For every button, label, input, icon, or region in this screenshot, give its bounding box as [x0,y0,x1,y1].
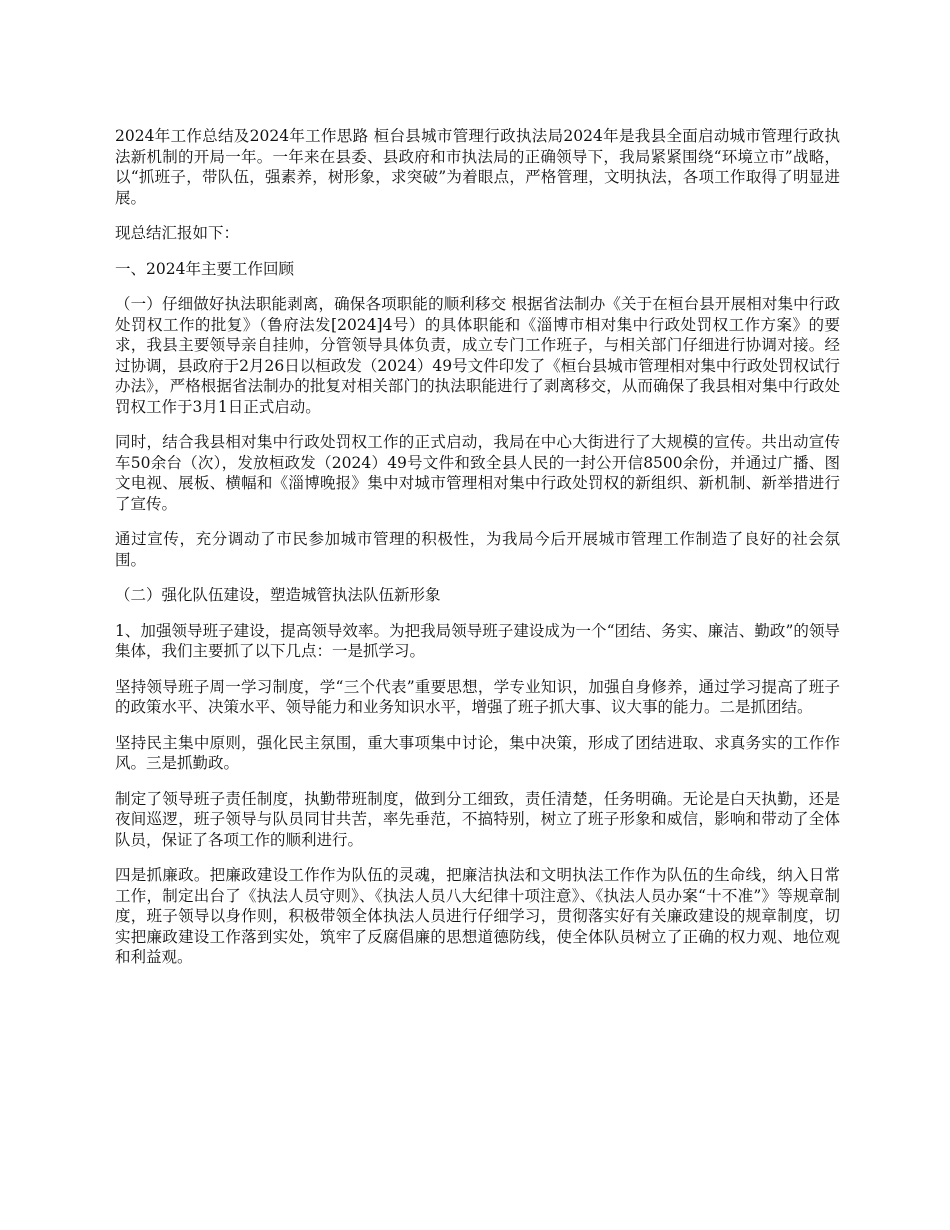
paragraph-integrity: 四是抓廉政。把廉政建设工作作为队伍的灵魂，把廉洁执法和文明执法工作作为队伍的生命线，纳入日常工作，制定出台了《执法人员守则》、《执法人员八大纪律十项注意》、《执法人员办案“十不准”》等规章制度，班子领导以身作则，积极带领全体执法人员进行仔细学习，贯彻落实好有关廉政建设的规章制度，切实把廉政建设工作落到实处，筑牢了反腐倡廉的思想道德防线，使全体队员树立了正确的权力观、地位观和利益观。 [115,866,840,966]
paragraph-study: 坚持领导班子周一学习制度，学“三个代表”重要思想，学专业知识，加强自身修养，通过学习提高了班子的政策水平、决策水平、领导能力和业务知识水平，增强了班子抓大事、议大事的能力。二是抓团结。 [115,677,840,716]
paragraph-intro: 2024年工作总结及2024年工作思路 桓台县城市管理行政执法局2024年是我县全面启动城市管理行政执法新机制的开局一年。一年来在县委、县政府和市执法局的正确领导下，我局紧紧围绕“环境立市”战略，以“抓班子，带队伍，强素养，树形象，求突破”为着眼点，严格管理，文明执法，各项工作取得了明显进展。 [115,127,840,207]
paragraph-unity: 坚持民主集中原则，强化民主氛围，重大事项集中讨论，集中决策，形成了团结进取、求真务实的工作作风。三是抓勤政。 [115,733,840,772]
paragraph-leadership: 1、加强领导班子建设，提高领导效率。为把我局领导班子建设成为一个“团结、务实、廉洁、勤政”的领导集体，我们主要抓了以下几点：一是抓学习。 [115,621,840,660]
paragraph-publicity-result: 通过宣传，充分调动了市民参加城市管理的积极性，为我局今后开展城市管理工作制造了良好的社会氛围。 [115,530,840,569]
paragraph-diligence: 制定了领导班子责任制度，执勤带班制度，做到分工细致，责任清楚，任务明确。无论是白天执勤，还是夜间巡逻，班子领导与队员同甘共苦，率先垂范，不搞特别，树立了班子形象和威信，影响和带动了全体队员，保证了各项工作的顺利进行。 [115,789,840,849]
paragraph-function-transfer: （一）仔细做好执法职能剥离，确保各项职能的顺利移交 根据省法制办《关于在桓台县开展相对集中行政处罚权工作的批复》（鲁府法发[2024]4号）的具体职能和《淄博市相对集中行政处罚权工作方案》的要求，我县主要领导亲自挂帅，分管领导具体负责，成立专门工作班子，与相关部门仔细进行协调对接。经过协调，县政府于2月26日以桓政发（2024）49号文件印发了《桓台县城市管理相对集中行政处罚权试行办法》，严格根据省法制办的批复对相关部门的执法职能进行了剥离移交，从而确保了我县相对集中行政处罚权工作于3月1日正式启动。 [115,295,840,416]
paragraph-publicity: 同时，结合我县相对集中行政处罚权工作的正式启动，我局在中心大街进行了大规模的宣传。共出动宣传车50余台（次），发放桓政发（2024）49号文件和致全县人民的一封公开信8500余份，并通过广播、图文电视、展板、横幅和《淄博晚报》集中对城市管理相对集中行政处罚权的新组织、新机制、新举措进行了宣传。 [115,433,840,513]
section-heading-review: 一、2024年主要工作回顾 [115,259,294,278]
subsection-heading-team: （二）强化队伍建设，塑造城管执法队伍新形象 [115,586,441,604]
paragraph-summary-lead: 现总结汇报如下： [115,224,240,242]
document-body [115,126,840,983]
